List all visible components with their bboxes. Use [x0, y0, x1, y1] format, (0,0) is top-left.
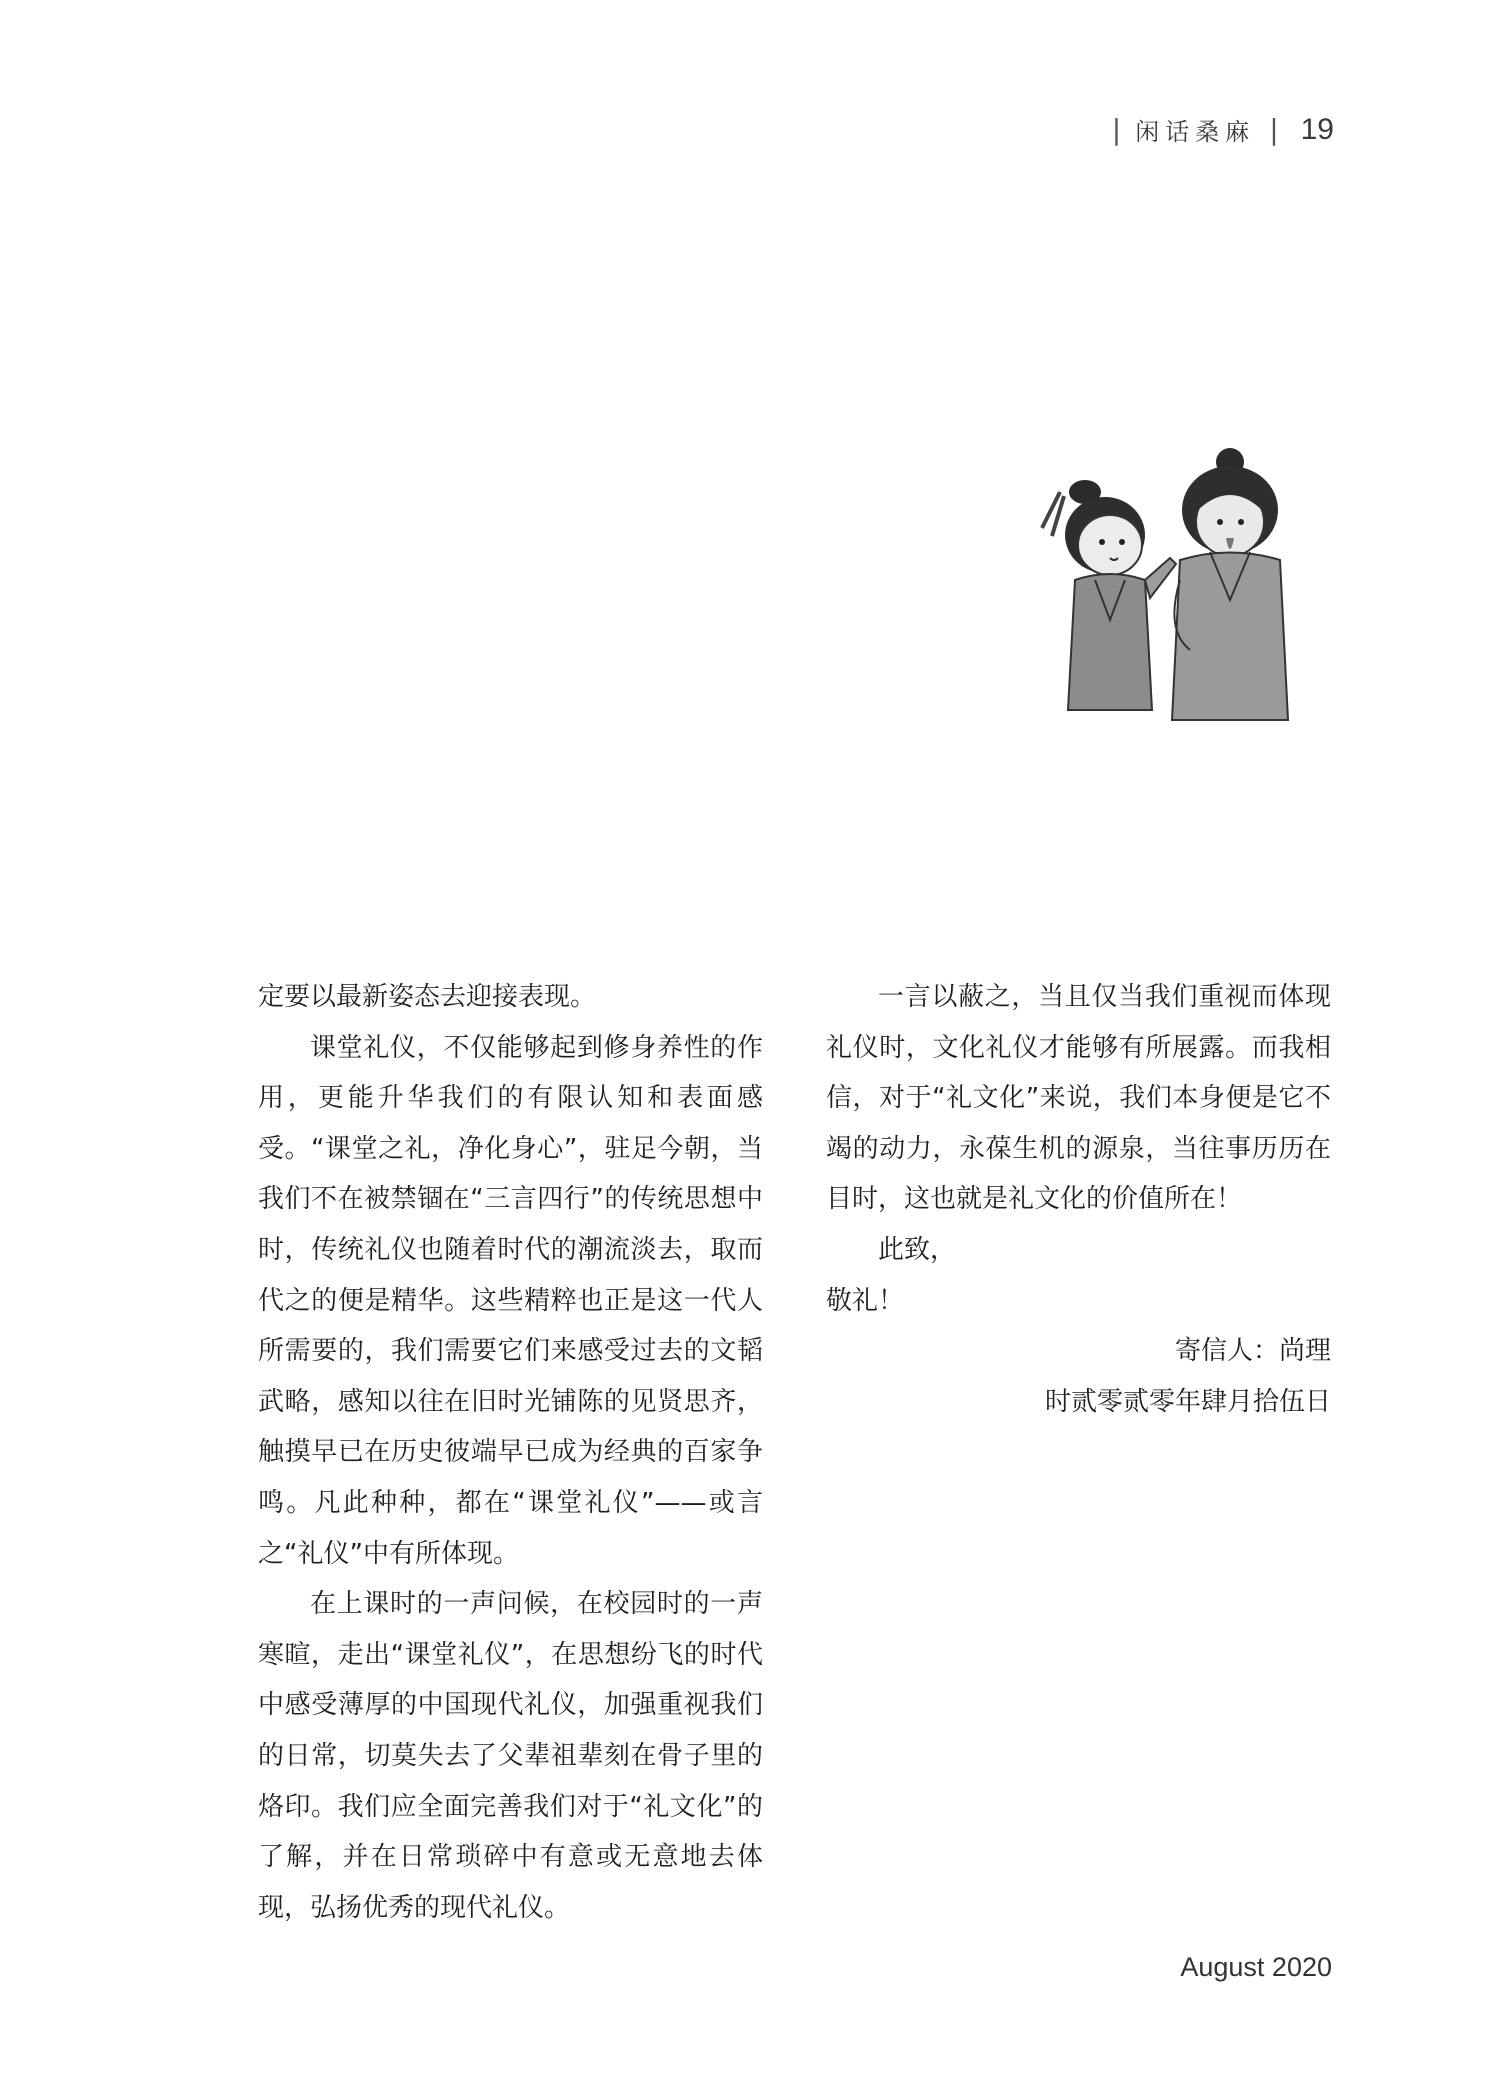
student-figure — [1042, 480, 1176, 710]
sender-signature: 寄信人：尚理 — [1174, 1336, 1331, 1367]
closing-salutation: 此致， — [878, 1234, 957, 1265]
page-number: 19 — [1300, 112, 1334, 146]
cartoon-illustration — [1030, 440, 1310, 730]
running-header — [1112, 112, 1334, 147]
paragraph-continued: 定要以最新姿态去迎接表现。 — [258, 982, 597, 1012]
paragraph-classroom-etiquette: 课堂礼仪，不仅能够起到修身养性的作用，更能升华我们的有限认知和表面感受。“课堂之礼，净化身心”，驻足今朝，当我们不在被禁锢在“三言四行”的传统思想中时，传统礼仪也随着时代的潮流淡去，取而代之的便是精华。这些精粹也正是这一代人所需要的，我们需要它们来感受过去的文韬武略，感知以往在旧时光铺陈的见贤思齐，触摸早已在历史彼端早已成为经典的百家争鸣。凡此种种，都在“课堂礼仪”——或言之“礼仪”中有所体现。 — [258, 1032, 763, 1569]
paragraph-greeting: 在上课时的一声问候，在校园时的一声寒暄，走出“课堂礼仪”，在思想纷飞的时代中感受薄厚的中国现代礼仪，加强重视我们的日常，切莫失去了父辈祖辈刻在骨子里的烙印。我们应全面完善我们对于“礼文化”的了解，并在日常琐碎中有意或无意地去体现，弘扬优秀的现代礼仪。 — [258, 1589, 763, 1923]
letter-date: 时贰零贰零年肆月拾伍日 — [1044, 1386, 1331, 1417]
header-divider-right: | — [1269, 113, 1279, 146]
left-column — [258, 972, 763, 1933]
issue-footer: August 2020 — [1180, 1952, 1332, 1982]
section-title: 闲话桑麻 — [1135, 118, 1256, 146]
closing-regards: 敬礼！ — [826, 1285, 905, 1316]
paragraph-conclusion: 一言以蔽之，当且仅当我们重视而体现礼仪时，文化礼仪才能够有所展露。而我相信，对于“礼文化”来说，我们本身便是它不竭的动力，永葆生机的源泉，当往事历历在目时，这也就是礼文化的价值所在！ — [826, 982, 1331, 1215]
right-column — [826, 972, 1331, 1427]
header-divider-left: | — [1111, 113, 1122, 146]
scholar-figure — [1172, 448, 1288, 720]
